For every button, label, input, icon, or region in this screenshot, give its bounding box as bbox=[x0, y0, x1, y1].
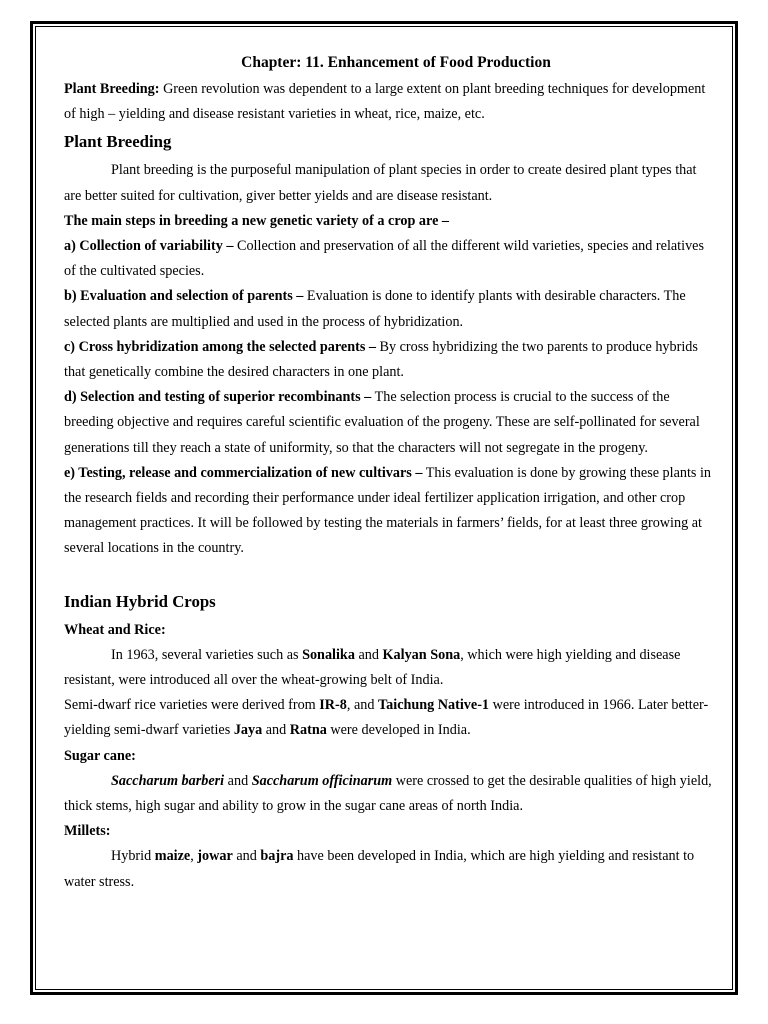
step-text: By cross hybridizing the two parents to produce hybrids that genetically combine the desired characters in one plant. bbox=[64, 338, 698, 381]
intro-label: Plant Breeding: bbox=[64, 81, 160, 97]
steps-intro bbox=[64, 209, 716, 234]
text-run: have been developed in India, which are high yielding and resistant to water stress. bbox=[64, 848, 695, 890]
spacer bbox=[64, 562, 716, 587]
crop-name: jowar bbox=[197, 848, 233, 865]
text-run: and bbox=[224, 772, 252, 789]
document-body bbox=[64, 50, 716, 895]
step-e bbox=[64, 461, 716, 562]
intro-paragraph bbox=[64, 77, 716, 127]
text-run: , bbox=[190, 848, 198, 865]
chapter-title: Chapter: 11. Enhancement of Food Production bbox=[241, 54, 551, 71]
text-run: and bbox=[354, 646, 383, 663]
text-run: , and bbox=[346, 697, 378, 714]
crop-name: maize bbox=[154, 848, 191, 865]
subheading-wheat-rice: Wheat and Rice: bbox=[64, 621, 166, 638]
section-heading-hybrid-crops: Indian Hybrid Crops bbox=[64, 591, 216, 611]
text-run: Hybrid bbox=[111, 848, 155, 865]
variety-name: Kalyan Sona bbox=[382, 646, 461, 663]
species-name: Saccharum officinarum bbox=[251, 772, 393, 789]
variety-name: Ratna bbox=[289, 722, 327, 739]
step-d bbox=[64, 385, 716, 461]
variety-name: Taichung Native-1 bbox=[378, 697, 490, 714]
variety-name: Jaya bbox=[233, 722, 263, 739]
subheading-sugar-cane: Sugar cane: bbox=[64, 747, 136, 764]
step-label: c) Cross hybridization among the selected parents – bbox=[64, 338, 376, 355]
step-text: This evaluation is done by growing these plants in the research fields and recording their performance under ideal fertilizer application irrigation, and other crop management practices. It will be followed by testing the materials in farmers’ fields, for at least three growing at several locations in the country. bbox=[64, 464, 712, 557]
text-run: and bbox=[232, 848, 261, 865]
millets-paragraph bbox=[64, 844, 716, 894]
step-a bbox=[64, 234, 716, 284]
text-run: Semi-dwarf rice varieties were derived from bbox=[64, 697, 320, 714]
text-run: were crossed to get the desirable qualities of high yield, thick stems, high sugar and ability to grow in the sugar cane areas of north India. bbox=[64, 772, 712, 815]
text-run: were introduced in 1966. Later better-yielding semi-dwarf varieties bbox=[64, 697, 709, 739]
section-heading-plant-breeding: Plant Breeding bbox=[64, 132, 172, 152]
rice-paragraph bbox=[64, 693, 716, 743]
intro-text: Green revolution was dependent to a large extent on plant breeding techniques for development of high – yielding and disease resistant varieties in wheat, rice, maize, etc. bbox=[64, 81, 706, 123]
text-run: , which were high yielding and disease resistant, were introduced all over the wheat-growing belt of India. bbox=[64, 646, 681, 689]
steps-intro-text: The main steps in breeding a new genetic variety of a crop are – bbox=[64, 212, 450, 229]
wheat-paragraph bbox=[64, 643, 716, 693]
step-label: a) Collection of variability – bbox=[64, 238, 234, 255]
step-c bbox=[64, 335, 716, 385]
step-text: Collection and preservation of all the different wild varieties, species and relatives of the cultivated species. bbox=[64, 238, 704, 280]
species-name: Saccharum barberi bbox=[111, 772, 225, 789]
crop-name: bajra bbox=[260, 848, 294, 865]
text-run: In 1963, several varieties such as bbox=[111, 646, 303, 663]
step-label: b) Evaluation and selection of parents – bbox=[64, 288, 304, 305]
step-label: d) Selection and testing of superior recombinants – bbox=[64, 389, 372, 406]
definition-paragraph: Plant breeding is the purposeful manipulation of plant species in order to create desired plant types that are better suited for cultivation, giver better yields and are disease resistant. bbox=[64, 162, 697, 204]
subheading-millets: Millets: bbox=[64, 823, 111, 840]
variety-name: IR-8 bbox=[319, 697, 347, 714]
text-run: were developed in India. bbox=[326, 722, 471, 739]
step-text: Evaluation is done to identify plants with desirable characters. The selected plants are multiplied and used in the process of hybridization. bbox=[64, 288, 686, 330]
step-label: e) Testing, release and commercialization of new cultivars – bbox=[64, 464, 423, 481]
step-text: The selection process is crucial to the success of the breeding objective and requires careful scientific evaluation of the progeny. These are self-pollinated for several generations till they reach a state of uniformity, so that the characters will not segregate in the progeny. bbox=[64, 389, 700, 456]
step-b bbox=[64, 284, 716, 334]
sugar-cane-paragraph bbox=[64, 769, 716, 819]
variety-name: Sonalika bbox=[302, 646, 355, 663]
text-run: and bbox=[262, 722, 290, 739]
